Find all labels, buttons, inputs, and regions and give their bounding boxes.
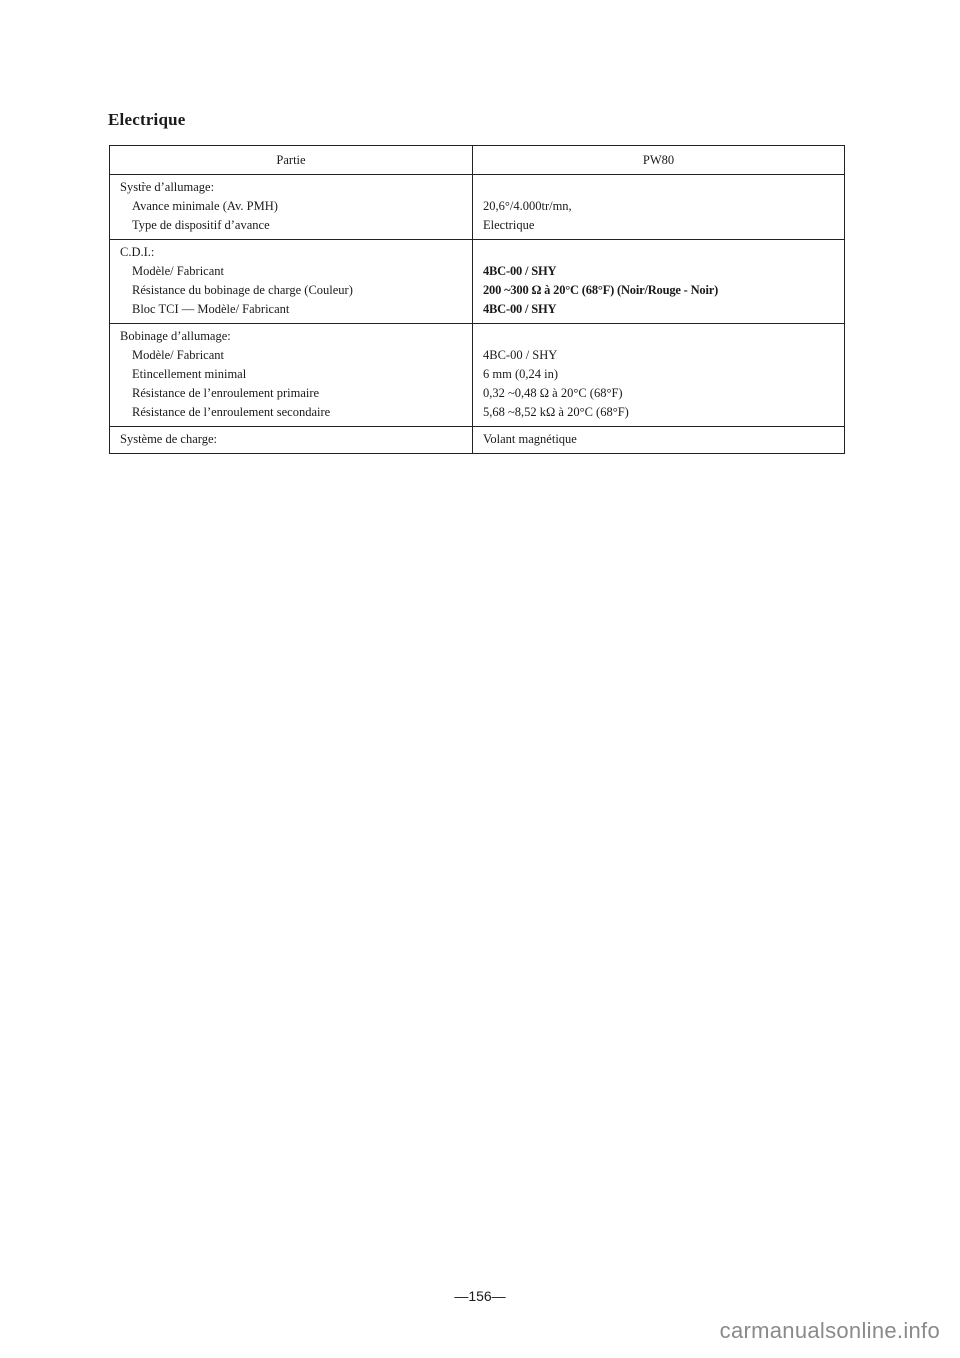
group-title: Systr̀e d’allumage: — [120, 180, 215, 194]
item-label: Avance minimale (Av. PMH) — [132, 199, 278, 213]
item-label: Type de dispositif d’avance — [132, 218, 270, 232]
header-model: PW80 — [473, 146, 845, 175]
item-value: Volant magnétique — [483, 432, 577, 446]
table-header-row — [110, 146, 845, 175]
group-title: C.D.I.: — [120, 245, 155, 259]
group-ignition-coil — [110, 324, 845, 427]
item-value: 4BC-00 / SHY — [483, 348, 558, 362]
group-charging-system — [110, 427, 845, 454]
item-value: 0,32 ~0,48 Ω à 20°C (68°F) — [483, 386, 623, 400]
section-title: Electrique — [108, 110, 186, 129]
item-label: Modèle/ Fabricant — [132, 264, 224, 278]
item-value: 20,6°/4.000tr/mn, — [483, 199, 572, 213]
group-title: Bobinage d’allumage: — [120, 329, 231, 343]
watermark: carmanualsonline.info — [719, 1318, 940, 1343]
item-value: 4BC-00 / SHY — [483, 264, 557, 278]
item-value: 4BC-00 / SHY — [483, 302, 557, 316]
item-value: 6 mm (0,24 in) — [483, 367, 558, 381]
item-value: 5,68 ~8,52 kΩ à 20°C (68°F) — [483, 405, 629, 419]
item-label: Résistance de l’enroulement secondaire — [132, 405, 331, 419]
group-title: Système de charge: — [120, 432, 217, 446]
item-value: Electrique — [483, 218, 535, 232]
item-value: 200 ~300 Ω à 20°C (68°F) (Noir/Rouge - Noir) — [483, 283, 719, 297]
header-partie: Partie — [110, 146, 473, 175]
item-label: Etincellement minimal — [132, 367, 247, 381]
group-cdi — [110, 240, 845, 324]
page-number: —156— — [454, 1288, 506, 1304]
item-label: Résistance du bobinage de charge (Couleur) — [132, 283, 353, 297]
specifications-table — [109, 145, 845, 454]
item-label: Modèle/ Fabricant — [132, 348, 224, 362]
group-ignition-system — [110, 175, 845, 240]
item-label: Bloc TCI — Modèle/ Fabricant — [132, 302, 290, 316]
item-label: Résistance de l’enroulement primaire — [132, 386, 320, 400]
